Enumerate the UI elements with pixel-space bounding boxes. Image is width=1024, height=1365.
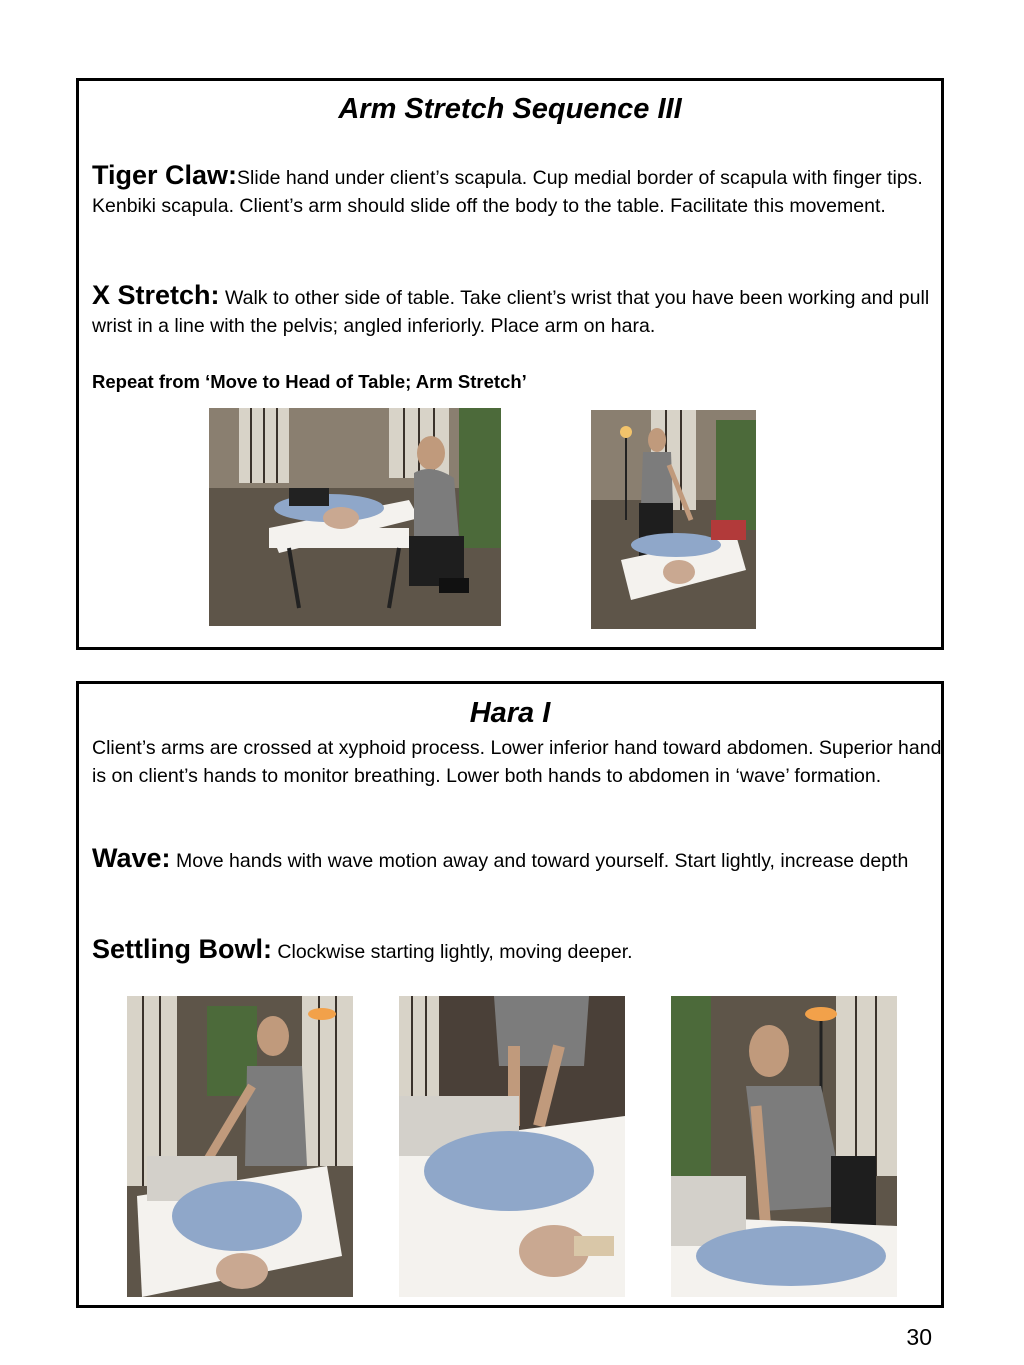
wave-text: Move hands with wave motion away and toward yourself. Start lightly, increase depth xyxy=(170,850,909,872)
wave-paragraph xyxy=(92,844,942,875)
settling-bowl-term: Settling Bowl: xyxy=(92,934,272,964)
tiger-claw-photo xyxy=(209,408,501,626)
settling-bowl-text: Clockwise starting lightly, moving deeper. xyxy=(271,941,633,963)
x-stretch-text: Walk to other side of table. Take client’s wrist that you have been working and pull wrist in a line with the pelvis; angled inferiorly. Place arm on hara. xyxy=(92,287,930,337)
tiger-claw-term: Tiger Claw: xyxy=(92,160,238,190)
x-stretch-term: X Stretch: xyxy=(92,280,220,310)
hara-photo-1 xyxy=(127,996,353,1297)
hara-photo-2 xyxy=(399,996,625,1297)
hara-intro: Client’s arms are crossed at xyphoid process. Lower inferior hand toward abdomen. Superior hand is on client’s hands to monitor breathing. Lower both hands to abdomen in ‘wave’ formation. xyxy=(92,737,942,787)
repeat-note: Repeat from ‘Move to Head of Table; Arm Stretch’ xyxy=(92,371,527,392)
arm-stretch-panel xyxy=(76,78,944,650)
page-number: 30 xyxy=(906,1324,932,1350)
x-stretch-paragraph xyxy=(92,281,942,340)
settling-bowl-paragraph xyxy=(92,935,942,966)
x-stretch-photo xyxy=(591,410,756,629)
hara-title: Hara I xyxy=(469,697,551,729)
tiger-claw-text: Slide hand under client’s scapula. Cup medial border of scapula with finger tips. Kenbiki scapula. Client’s arm should slide off the body to the table. Facilitate this movement. xyxy=(92,167,923,217)
wave-term: Wave: xyxy=(92,843,171,873)
tiger-claw-paragraph xyxy=(92,161,942,220)
hara-panel xyxy=(76,681,944,1308)
hara-photo-3 xyxy=(671,996,897,1297)
arm-stretch-title: Arm Stretch Sequence III xyxy=(338,93,682,125)
